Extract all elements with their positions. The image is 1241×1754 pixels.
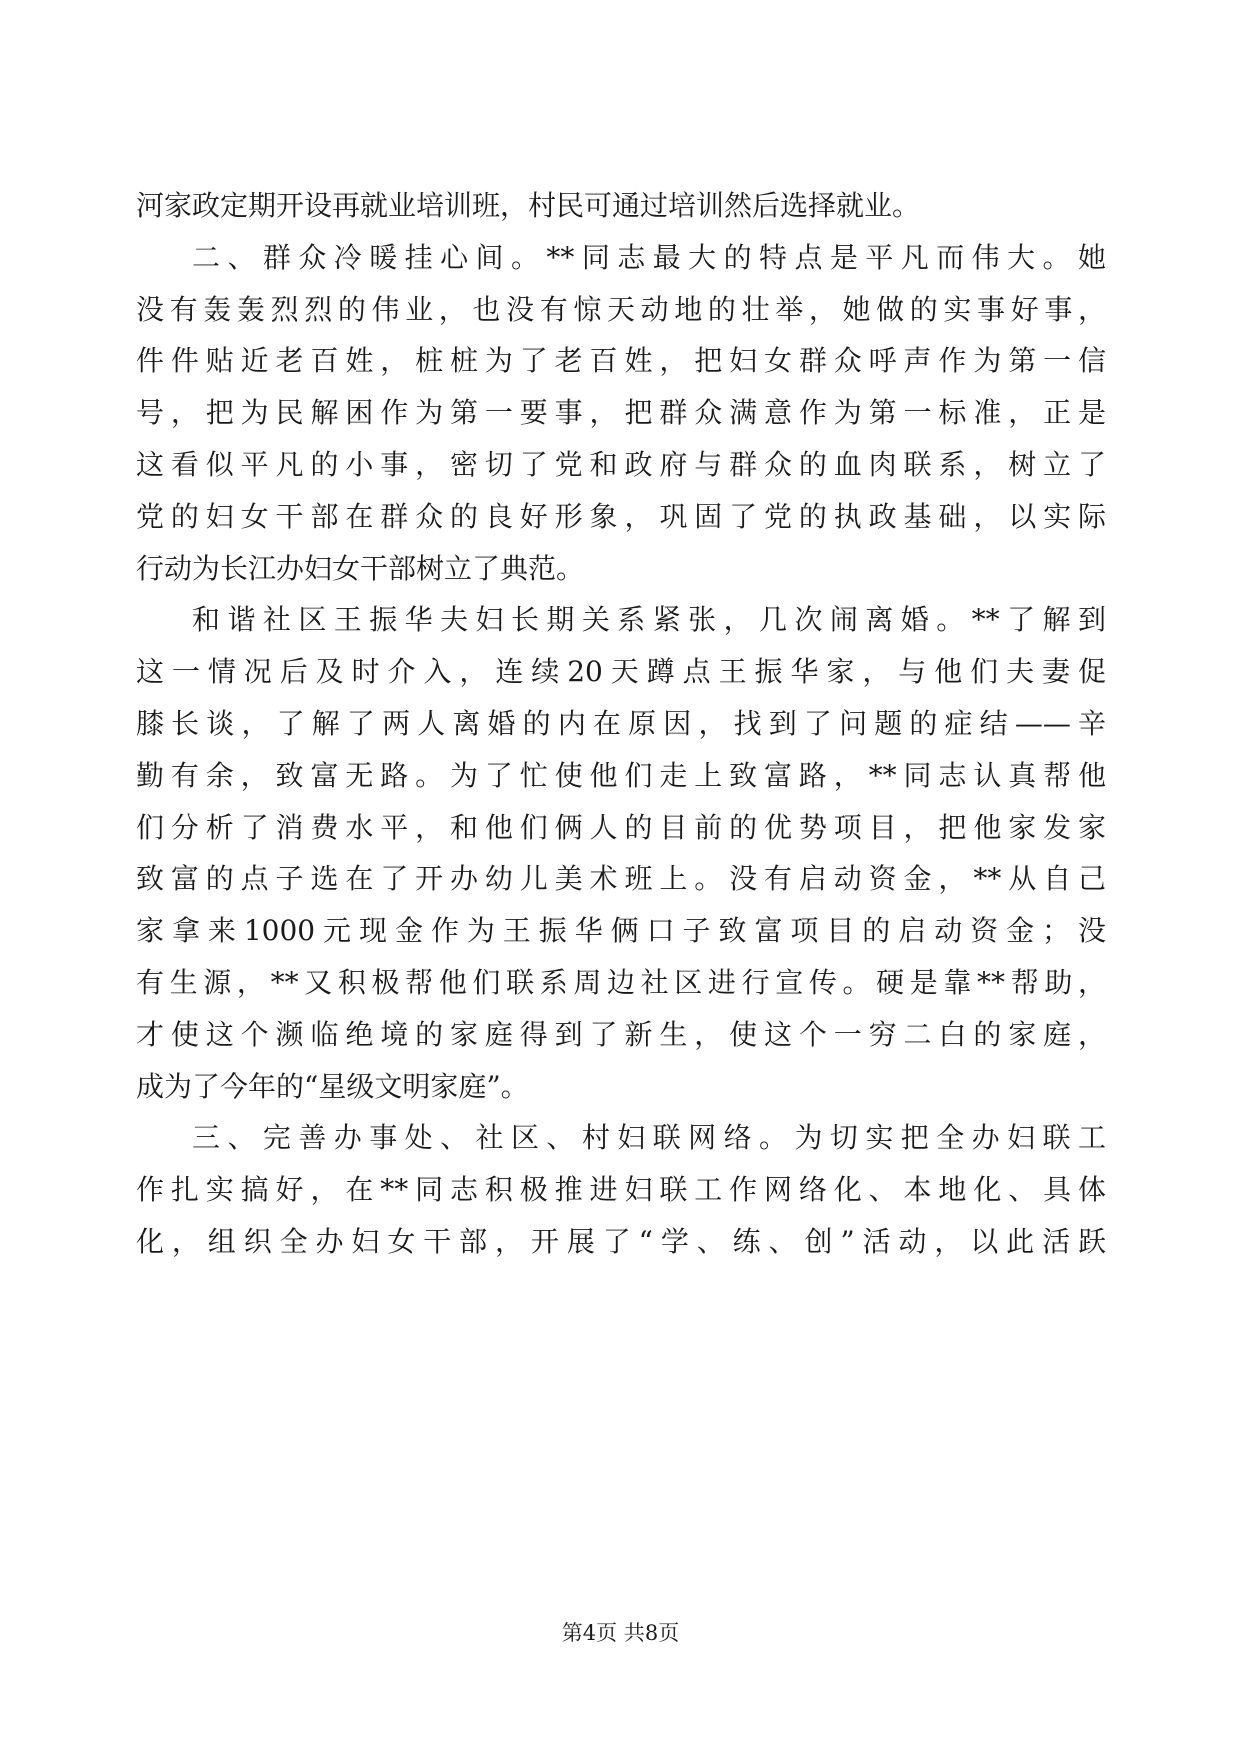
text-line: 才使这个濒临绝境的家庭得到了新生，使这个一穷二白的家庭， [136, 1017, 1106, 1051]
text-line: 化，组织全办妇女干部，开展了“学、练、创”活动，以此活跃 [136, 1224, 1106, 1258]
text-line: 致富的点子选在了开办幼儿美术班上。没有启动资金，**从自己 [136, 862, 1106, 896]
text-line: 有生源，**又积极帮他们联系周边社区进行宣传。硬是靠**帮助， [136, 965, 1106, 999]
text-line: 党的妇女干部在群众的良好形象，巩固了党的执政基础，以实际 [136, 499, 1106, 533]
text-line: 件件贴近老百姓，桩桩为了老百姓，把妇女群众呼声作为第一信 [136, 344, 1106, 378]
text-line: 河家政定期开设再就业培训班，村民可通过培训然后选择就业。 [136, 189, 921, 222]
text-line: 行动为长江办妇女干部树立了典范。 [136, 551, 585, 585]
text-line: 号，把为民解困作为第一要事，把群众满意作为第一标准，正是 [136, 396, 1106, 430]
document-body [136, 180, 1106, 1268]
text-line: 成为了今年的“星级文明家庭”。 [136, 1069, 529, 1103]
text-line: 没有轰轰烈烈的伟业，也没有惊天动地的壮举，她做的实事好事， [136, 292, 1106, 326]
text-line: 这一情况后及时介入，连续20天蹲点王振华家，与他们夫妻促 [136, 655, 1106, 689]
text-line: 们分析了消费水平，和他们俩人的目前的优势项目，把他家发家 [136, 810, 1106, 844]
text-line: 三、完善办事处、社区、村妇联网络。为切实把全办妇联工 [192, 1121, 1106, 1155]
text-line: 二、群众冷暖挂心间。**同志最大的特点是平凡而伟大。她 [192, 240, 1106, 274]
text-line: 家拿来1000元现金作为王振华俩口子致富项目的启动资金；没 [136, 914, 1106, 948]
page-number-footer: 第4页 共8页 [561, 1621, 680, 1645]
text-line: 膝长谈，了解了两人离婚的内在原因，找到了问题的症结——辛 [136, 706, 1106, 740]
text-line: 和谐社区王振华夫妇长期关系紧张，几次闹离婚。**了解到 [192, 603, 1106, 637]
text-line: 这看似平凡的小事，密切了党和政府与群众的血肉联系，树立了 [136, 447, 1106, 481]
text-line: 勤有余，致富无路。为了忙使他们走上致富路，**同志认真帮他 [136, 758, 1106, 792]
text-line: 作扎实搞好，在**同志积极推进妇联工作网络化、本地化、具体 [136, 1173, 1106, 1207]
